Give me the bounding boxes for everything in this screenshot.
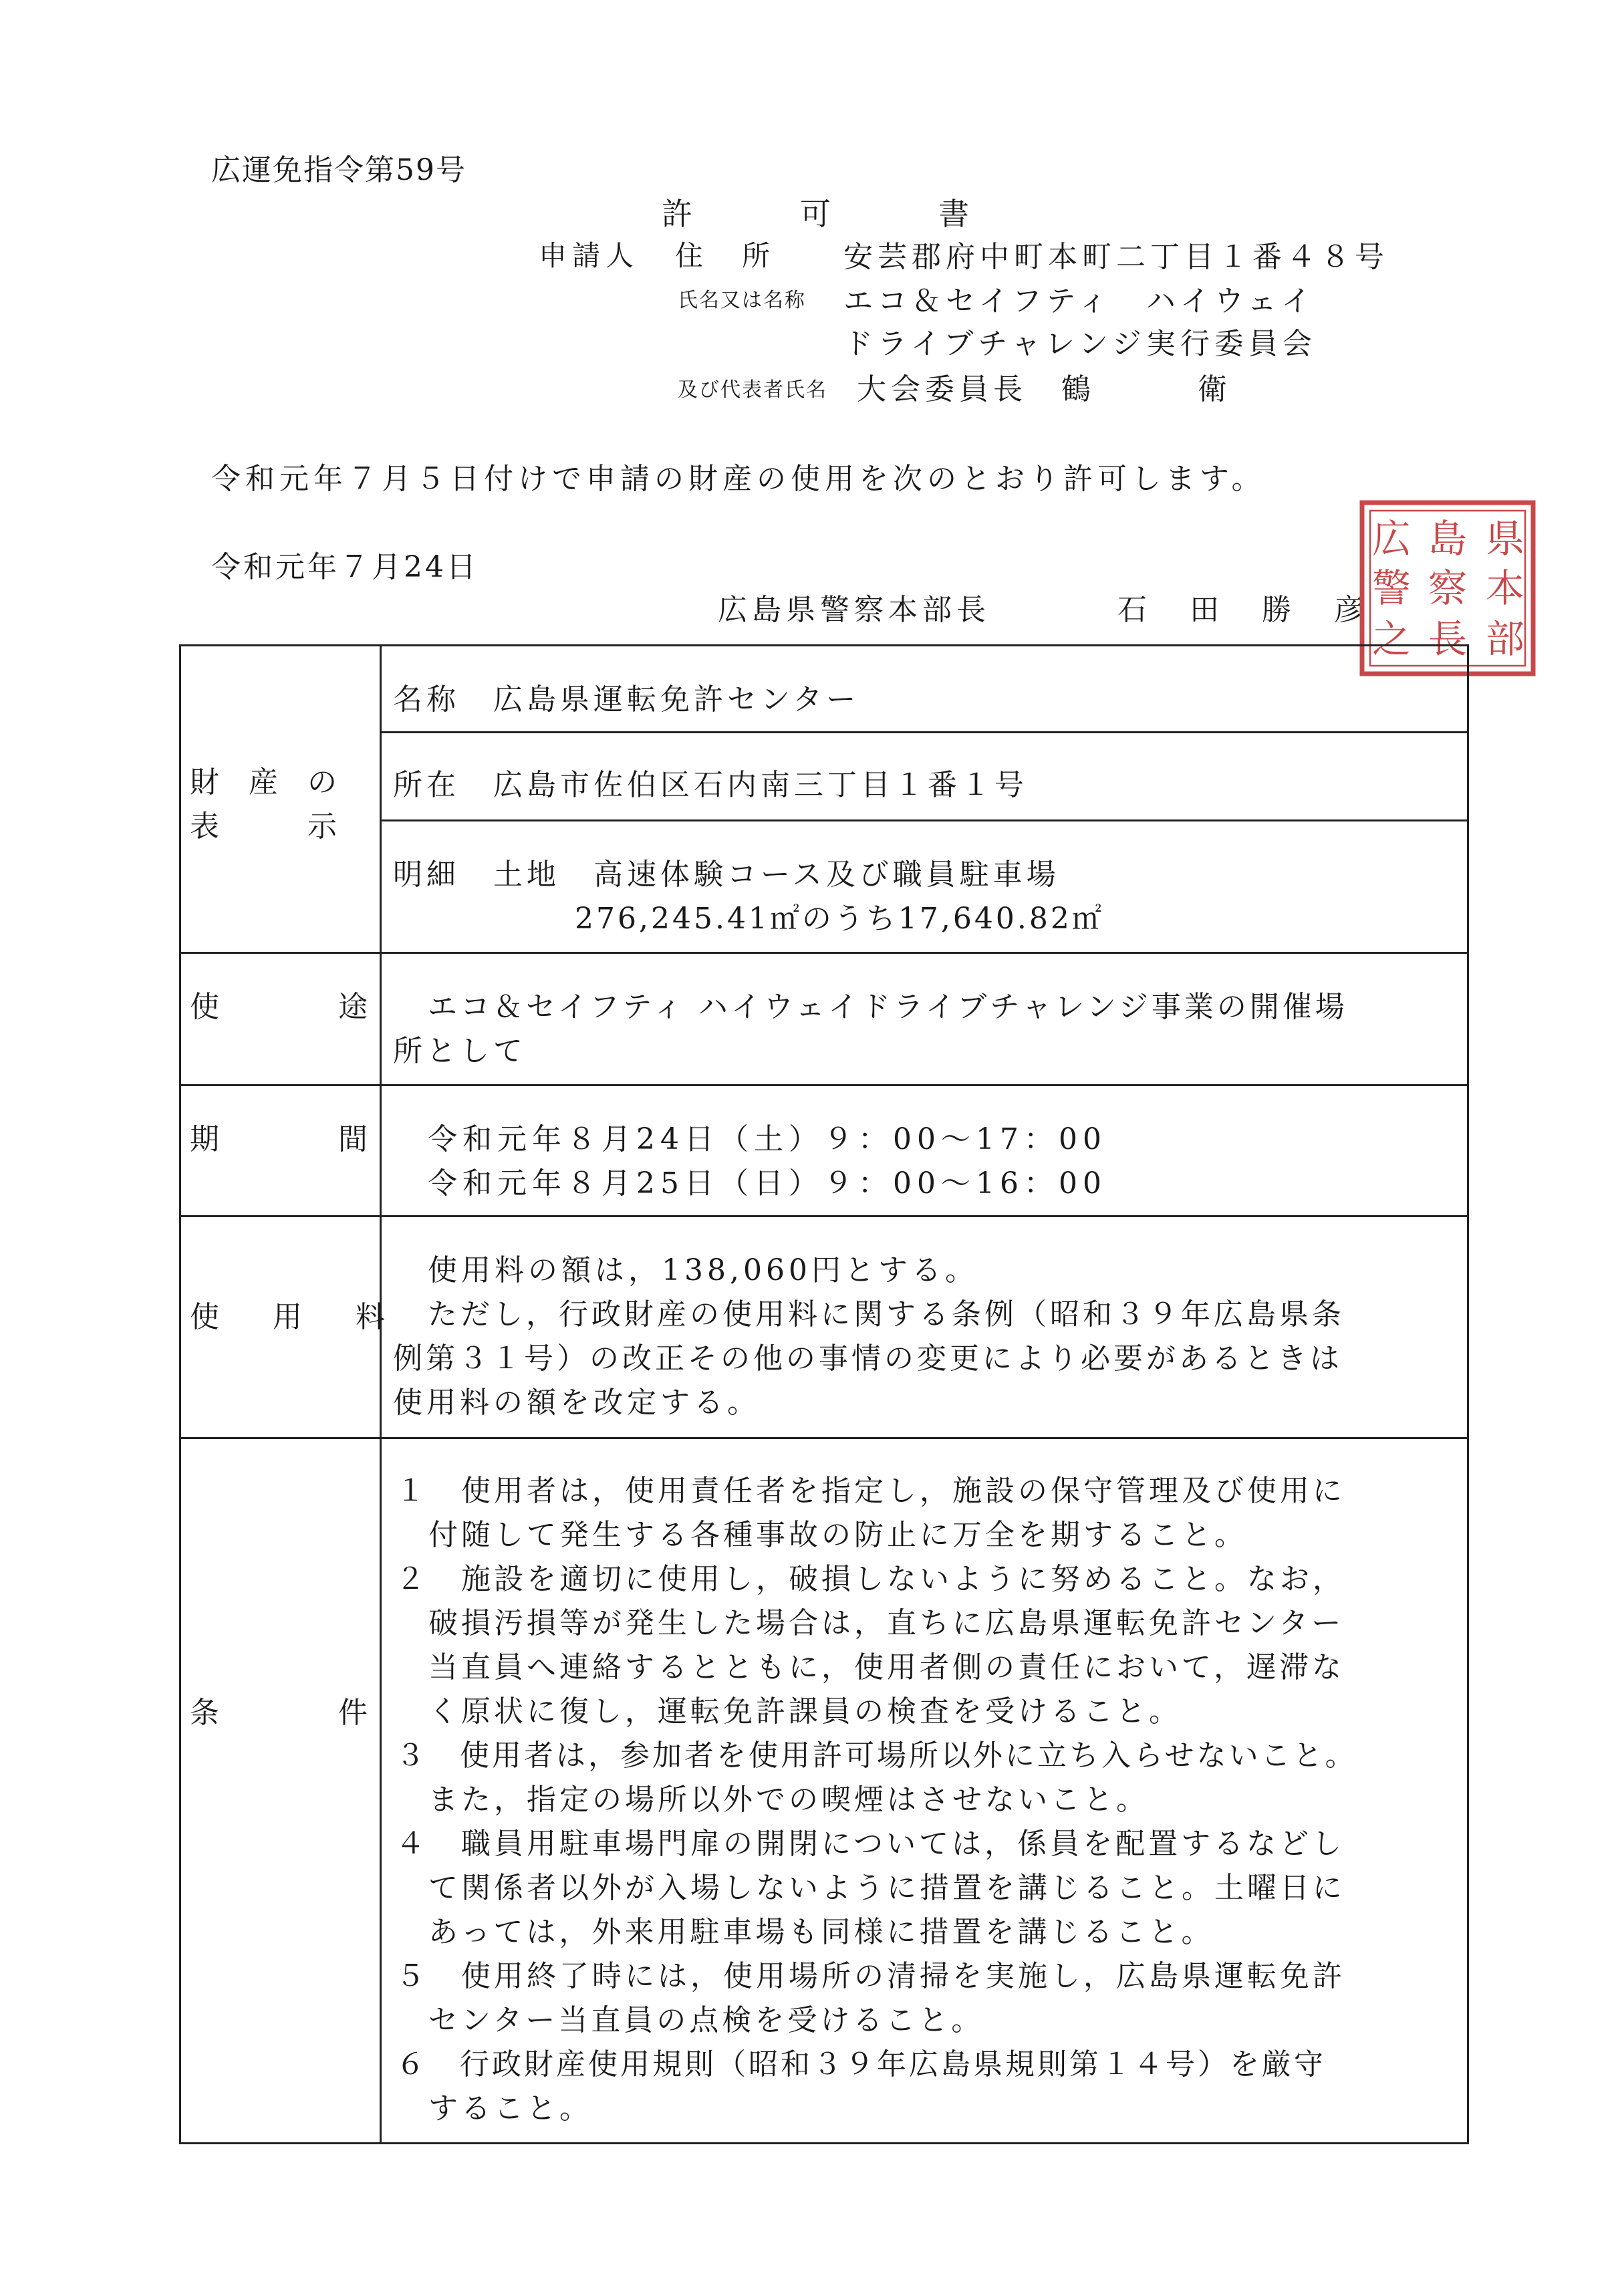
condition-line: すること。 xyxy=(396,2091,592,2126)
title-char: 許 xyxy=(662,196,692,232)
title-char: 書 xyxy=(938,196,969,232)
property-detail-line1: 明細 土地 高速体験コース及び職員駐車場 xyxy=(393,858,1060,892)
applicant-address: 安芸郡府中町本町二丁目１番４８号 xyxy=(843,240,1389,274)
fee-line2: ただし，行政財産の使用料に関する条例（昭和３９年広島県条 xyxy=(428,1297,1345,1331)
property-name: 名称 広島県運転免許センター xyxy=(393,682,860,717)
condition-line: センター当直員の点検を受けること。 xyxy=(396,2003,984,2037)
table-divider xyxy=(380,731,1469,733)
seal-char: 島 xyxy=(1428,516,1468,561)
title-char: 可 xyxy=(800,196,831,232)
condition-line: 当直員へ連絡するとともに，使用者側の責任において，遅滞な xyxy=(396,1650,1345,1684)
seal-char: 広 xyxy=(1371,516,1412,561)
seal-char: 県 xyxy=(1485,516,1525,561)
property-detail-line2: 276,245.41㎡のうち17,640.82㎡ xyxy=(575,902,1104,936)
condition-line: ６ 行政財産使用規則（昭和３９年広島県規則第１４号）を厳守 xyxy=(396,2047,1326,2081)
condition-line: 破損汚損等が発生した場合は，直ちに広島県運転免許センター xyxy=(396,1606,1345,1640)
table-divider xyxy=(380,819,1469,821)
issuer-title: 広島県警察本部長 xyxy=(718,593,990,627)
representative-label: 及び代表者氏名 xyxy=(678,378,827,402)
table-divider xyxy=(179,1437,1469,1439)
usage-line2: 所として xyxy=(393,1034,527,1068)
property-label-line1 xyxy=(190,758,369,801)
conditions-label: 条 件 xyxy=(190,1696,388,1730)
label-text: 財 産 の xyxy=(190,765,337,799)
fee-line4: 使用料の額を改定する。 xyxy=(393,1386,761,1420)
usage-label: 使 途 xyxy=(190,990,388,1024)
applicant-label: 申請人 xyxy=(539,239,640,272)
document-number: 広運免指令第59号 xyxy=(211,153,466,187)
applicant-name-line1: エコ＆セイフティ ハイウェイ xyxy=(843,284,1316,318)
table-divider xyxy=(380,644,382,2144)
condition-line: ３ 使用者は，参加者を使用許可場所以外に立ち入らせないこと。 xyxy=(396,1739,1357,1773)
representative-name: 大会委員長 鶴 衛 xyxy=(857,372,1232,406)
condition-line: 付随して発生する各種事故の防止に万全を期すること。 xyxy=(396,1518,1247,1552)
document-title xyxy=(662,190,969,234)
seal-char: 之 xyxy=(1371,616,1412,662)
issue-date: 令和元年７月24日 xyxy=(211,550,479,584)
condition-line: １ 使用者は，使用責任者を指定し，施設の保守管理及び使用に xyxy=(396,1474,1345,1508)
permission-statement: 令和元年７月５日付けで申請の財産の使用を次のとおり許可します。 xyxy=(211,462,1266,496)
fee-line1: 使用料の額は，138,060円とする。 xyxy=(428,1253,978,1287)
condition-line: く原状に復し，運転免許課員の検査を受けること。 xyxy=(396,1694,1182,1729)
condition-line: ４ 職員用駐車場門扉の開閉については，係員を配置するなどし xyxy=(396,1827,1345,1861)
seal-char: 部 xyxy=(1485,616,1525,662)
condition-line: また，指定の場所以外での喫煙はさせないこと。 xyxy=(396,1783,1149,1817)
seal-char: 長 xyxy=(1428,616,1468,662)
name-label: 氏名又は名称 xyxy=(678,289,806,312)
address-label: 住 所 xyxy=(675,239,776,272)
condition-line: ２ 施設を適切に使用し，破損しないように努めること。なお， xyxy=(396,1562,1345,1596)
table-divider xyxy=(179,952,1469,954)
table-divider xyxy=(179,1084,1469,1086)
fee-label: 使 用 料 xyxy=(190,1300,397,1334)
property-label-line2: 表 示 xyxy=(190,809,337,844)
period-line1: 令和元年８月24日（土）９：00～17：00 xyxy=(428,1122,1107,1156)
condition-line: あっては，外来用駐車場も同様に措置を講じること。 xyxy=(396,1915,1214,1949)
fee-line3: 例第３１号）の改正その他の事情の変更により必要があるときは xyxy=(393,1342,1343,1376)
period-line2: 令和元年８月25日（日）９：00～16：00 xyxy=(428,1166,1107,1200)
property-location: 所在 広島市佐伯区石内南三丁目１番１号 xyxy=(393,768,1028,802)
seal-char: 本 xyxy=(1485,565,1525,611)
applicant-name-line2: ドライブチャレンジ実行委員会 xyxy=(843,327,1317,361)
condition-line: ５ 使用終了時には，使用場所の清掃を実施し，広島県運転免許 xyxy=(396,1959,1345,1993)
seal-char: 警 xyxy=(1371,565,1412,611)
issuer-name: 石 田 勝 彦 xyxy=(1117,593,1370,627)
table-divider xyxy=(179,1215,1469,1217)
seal-char: 察 xyxy=(1428,565,1468,611)
usage-line1: エコ＆セイフティ ハイウェイドライブチャレンジ事業の開催場 xyxy=(428,990,1348,1024)
condition-line: て関係者以外が入場しないように措置を講じること。土曜日に xyxy=(396,1871,1345,1905)
period-label: 期 間 xyxy=(190,1122,388,1156)
